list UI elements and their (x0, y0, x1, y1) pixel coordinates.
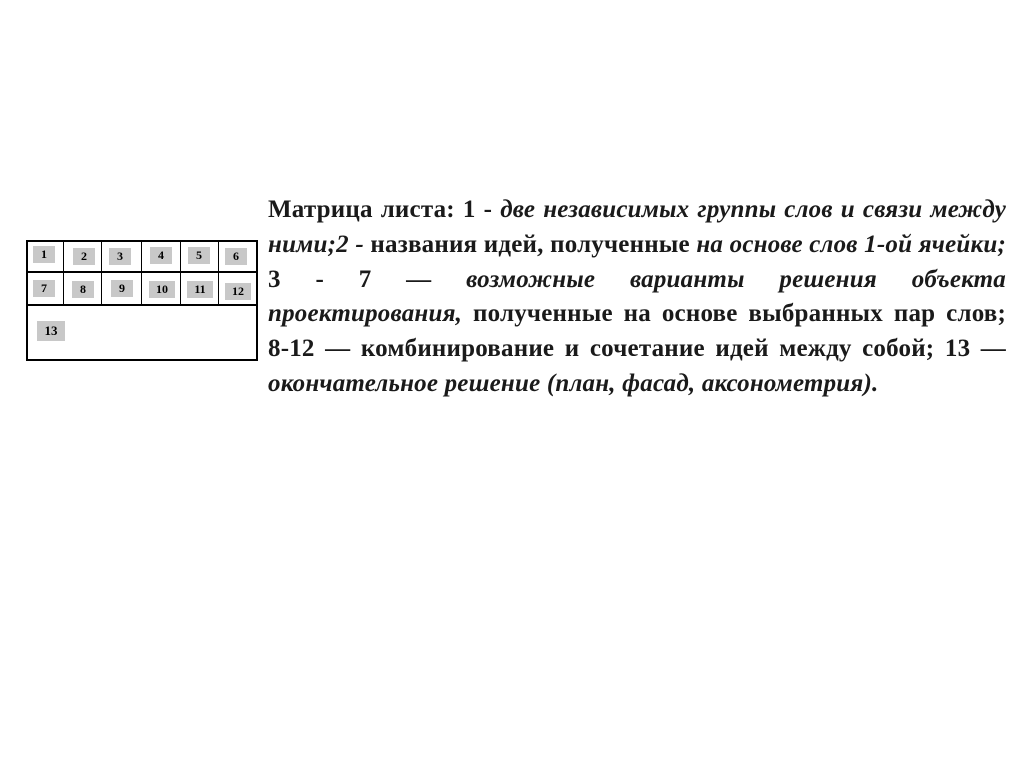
matrix-cell-10: 10 (149, 281, 175, 298)
matrix-cell-9: 9 (111, 280, 133, 297)
matrix-col-divider (141, 272, 142, 305)
matrix-col-divider (180, 272, 181, 305)
matrix-col-divider (63, 240, 64, 272)
sheet-matrix-diagram (26, 240, 258, 361)
matrix-description (268, 193, 1006, 402)
description-items-3-7: возможные варианты решения объекта проектирования, (268, 265, 1006, 328)
description-item-2-lead: названия идей, полученные (370, 230, 697, 258)
matrix-cell-5: 5 (188, 247, 210, 264)
matrix-cell-4: 4 (150, 247, 172, 264)
matrix-cell-8: 8 (72, 281, 94, 298)
description-item-13: окончательное решение (план, фасад, аксонометрия). (268, 369, 879, 397)
matrix-cell-11: 11 (187, 281, 213, 298)
matrix-cell-6: 6 (225, 248, 247, 265)
matrix-top-border (26, 240, 258, 242)
description-dash-13: — (970, 335, 1007, 363)
description-range-3-7: 3 - 7 — (268, 265, 467, 293)
matrix-cell-13: 13 (37, 321, 65, 341)
description-number-13: 13 (944, 335, 971, 363)
matrix-cell-12: 12 (225, 283, 251, 300)
matrix-cell-2: 2 (73, 248, 95, 265)
description-item-2: на основе слов 1-ой ячейки; (696, 230, 1006, 258)
matrix-col-divider (101, 240, 102, 272)
matrix-col-divider (141, 240, 142, 272)
description-lead: Матрица листа: 1 - (268, 196, 501, 223)
matrix-cell-7: 7 (33, 280, 55, 297)
matrix-row-divider (26, 271, 258, 273)
description-range-8-12: 8-12 — (268, 335, 361, 363)
description-item-1: две независимых группы слов и связи между ними;2 - (268, 196, 1006, 258)
matrix-cell-3: 3 (109, 248, 131, 265)
matrix-cell-1: 1 (33, 246, 55, 263)
matrix-bottom-border (26, 359, 258, 361)
description-items-8-12: комбинирование и сочетание идей между собой; (360, 335, 945, 363)
description-items-3-7-tail: полученные на основе выбранных пар слов; (473, 300, 1007, 328)
matrix-col-divider (218, 240, 219, 272)
matrix-col-divider (101, 272, 102, 305)
matrix-row-divider (26, 304, 258, 306)
matrix-col-divider (63, 272, 64, 305)
matrix-col-divider (218, 272, 219, 305)
matrix-col-divider (180, 240, 181, 272)
matrix-right-border (256, 240, 258, 361)
matrix-left-border (26, 240, 28, 361)
